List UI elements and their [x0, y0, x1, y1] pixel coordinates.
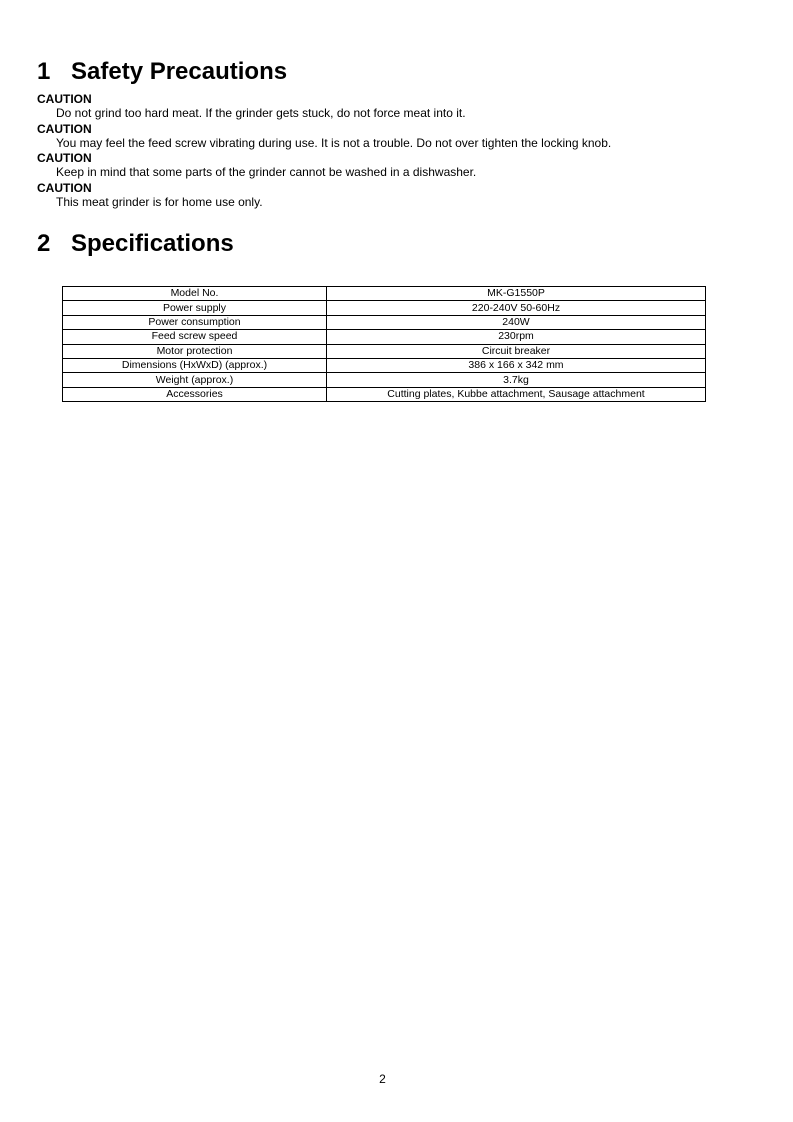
spec-value: 220-240V 50-60Hz — [327, 301, 706, 315]
spec-label: Power supply — [63, 301, 327, 315]
caution-item — [37, 151, 757, 181]
section-title-text: Specifications — [71, 230, 234, 257]
section-number: 1 — [37, 58, 51, 85]
table-row — [63, 373, 706, 387]
specifications-table — [62, 286, 706, 402]
spec-label: Feed screw speed — [63, 330, 327, 344]
caution-text: Keep in mind that some parts of the grinder cannot be washed in a dishwasher. — [56, 165, 477, 179]
caution-list — [37, 92, 757, 210]
caution-label: CAUTION — [37, 180, 92, 195]
caution-label: CAUTION — [37, 151, 92, 165]
spec-label: Model No. — [63, 287, 327, 301]
spec-value: Cutting plates, Kubbe attachment, Sausage attachment — [327, 387, 706, 401]
section-title-specifications — [37, 230, 234, 258]
caution-text: This meat grinder is for home use only. — [56, 194, 263, 209]
spec-label: Weight (approx.) — [63, 373, 327, 387]
caution-item — [37, 181, 757, 211]
spec-value: 3.7kg — [327, 373, 706, 387]
spec-value: Circuit breaker — [327, 344, 706, 358]
table-row — [63, 315, 706, 329]
spec-label: Motor protection — [63, 344, 327, 358]
page-number: 2 — [379, 1072, 386, 1086]
table-row — [63, 301, 706, 315]
spec-label: Accessories — [63, 387, 327, 401]
caution-label: CAUTION — [37, 121, 92, 136]
table-row — [63, 358, 706, 372]
table-row — [63, 330, 706, 344]
spec-value: 386 x 166 x 342 mm — [327, 358, 706, 372]
spec-label: Dimensions (HxWxD) (approx.) — [63, 358, 327, 372]
caution-text: Do not grind too hard meat. If the grinder gets stuck, do not force meat into it. — [56, 106, 466, 120]
section-title-safety-precautions — [37, 58, 287, 86]
section-title-text: Safety Precautions — [71, 58, 288, 85]
spec-label: Power consumption — [63, 315, 327, 329]
section-number: 2 — [37, 230, 51, 257]
table-row — [63, 287, 706, 301]
caution-text: You may feel the feed screw vibrating during use. It is not a trouble. Do not over tighten the locking knob. — [56, 135, 612, 150]
caution-label: CAUTION — [37, 92, 92, 106]
spec-value: 240W — [327, 315, 706, 329]
caution-item — [37, 92, 757, 122]
spec-value: MK-G1550P — [327, 287, 706, 301]
table-row — [63, 387, 706, 401]
spec-value: 230rpm — [327, 330, 706, 344]
caution-item — [37, 122, 757, 152]
table-row — [63, 344, 706, 358]
